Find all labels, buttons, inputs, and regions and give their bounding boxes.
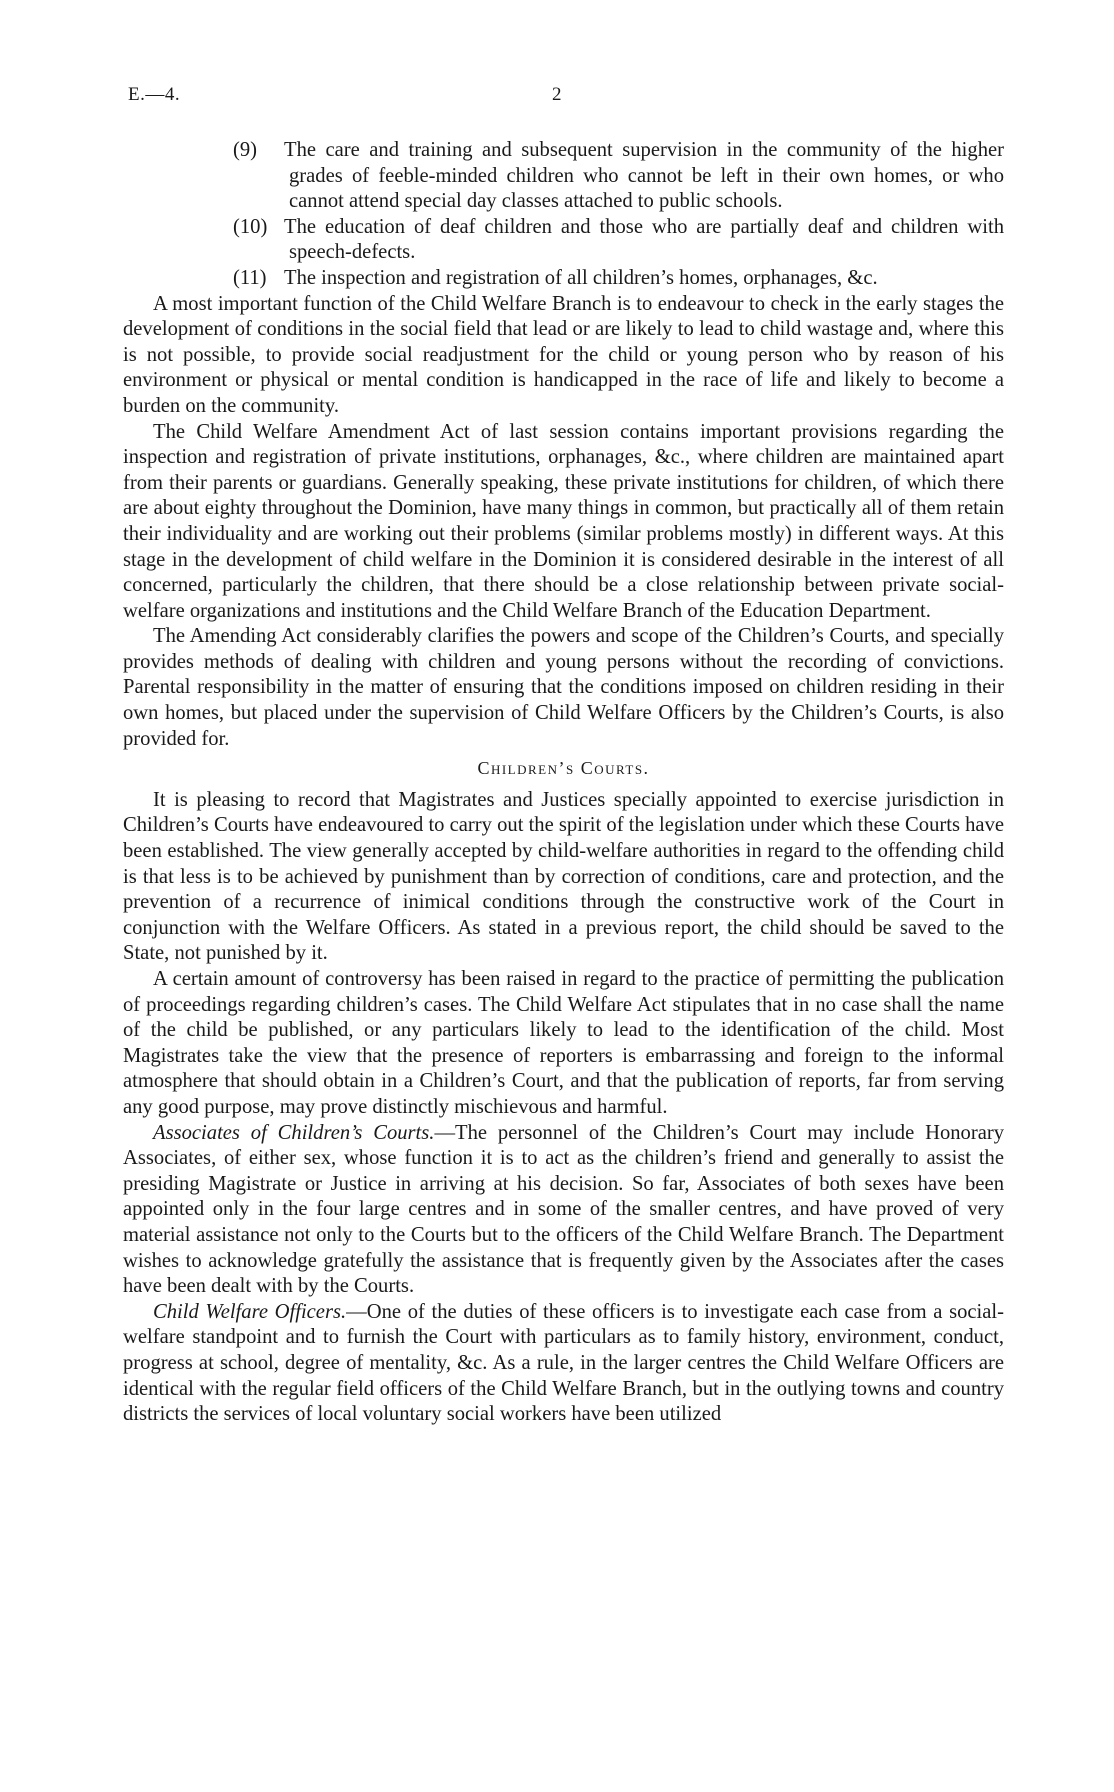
list-text: The education of deaf children and those who are partially deaf and children with speech-defects. — [284, 215, 1004, 264]
paragraph-magistrates: It is pleasing to record that Magistrates and Justices specially appointed to exercise jurisdiction in Children’s Courts have endeavoured to carry out the spirit of the legislation under which these Courts have been established. The view generally accepted by child-welfare authorities in regard to the offending child is that less is to be achieved by punishment than by correction of conditions, care and protection, and the prevention of a recurrence of inimical conditions through the constructive work of the Court in conjunction with the Welfare Officers. As stated in a previous report, the child should be saved to the State, not punished by it. — [123, 788, 1004, 965]
associates-run-in-heading: Associates of Children’s Courts. — [153, 1121, 435, 1144]
page-header — [128, 84, 998, 114]
list-text: The inspection and registration of all children’s homes, orphanages, &c. — [284, 266, 878, 289]
document-reference: E.—4. — [128, 84, 181, 105]
document-body — [123, 138, 1004, 1428]
paragraph-officers — [123, 1300, 1004, 1428]
list-item-10 — [123, 215, 1004, 266]
list-number: (9) — [233, 139, 258, 161]
section-heading: Children’s Courts. — [477, 758, 650, 779]
paragraph-publication-controversy: A certain amount of controversy has been raised in regard to the practice of permitting the publication of proceedings regarding children’s cases. The Child Welfare Act stipulates that in no case shall the name of the child be published, or any particulars likely to lead to the identification of the child. Most Magistrates take the view that the presence of reporters is embarrassing and foreign to the informal atmosphere that should obtain in a Children’s Court, and that the publication of reports, far from serving any good purpose, may prove distinctly mischievous and harmful. — [123, 968, 1004, 1118]
paragraph-associates — [123, 1121, 1004, 1300]
associates-text: —The personnel of the Children’s Court may include Honorary Associates, of either sex, whose function it is to act as the children’s friend and generally to assist the presiding Magistrate or Justice in arriving at his decision. So far, Associates of both sexes have been appointed only in the four large centres and in some of the smaller centres, and have proved of very material assistance not only to the Courts but to the officers of the Child Welfare Branch. The Department wishes to acknowledge gratefully the assistance that is frequently given by the Associates after the cases have been dealt with by the Courts. — [123, 1121, 1005, 1298]
paragraph-child-welfare-function: A most important function of the Child Welfare Branch is to endeavour to check in the early stages the development of conditions in the social field that lead or are likely to lead to child wastage and, where this is not possible, to provide social readjustment for the child or young person who by reason of his environment or physical or mental condition is handicapped in the race of life and likely to become a burden on the community. — [123, 292, 1004, 417]
paragraph-amendment-act: The Child Welfare Amendment Act of last session contains important provisions regarding the inspection and registration of private institutions, orphanages, &c., where children are maintained apart from their parents or guardians. Generally speaking, these private institutions for children, of which there are about eighty throughout the Dominion, have many things in common, but practically all of them retain their individuality and are working out their problems (similar problems mostly) in different ways. At this stage in the development of child welfare in the Dominion it is considered desirable in the interest of all concerned, particularly the children, that there should be a close relationship between private social-welfare organizations and institutions and the Child Welfare Branch of the Education Department. — [123, 420, 1004, 622]
list-item-9 — [123, 138, 1004, 215]
officers-text: —One of the duties of these officers is to investigate each case from a social-welfare standpoint and to furnish the Court with particulars as to family history, environment, conduct, progress at school, degree of mentality, &c. As a rule, in the larger centres the Child Welfare Officers are identical with the regular field officers of the Child Welfare Branch, but in the outlying towns and country districts the services of local voluntary social workers have been utilized — [123, 1300, 1004, 1426]
page-number: 2 — [552, 84, 562, 105]
list-item-11 — [123, 266, 1004, 292]
officers-run-in-heading: Child Welfare Officers. — [153, 1300, 347, 1323]
list-number: (11) — [233, 266, 267, 289]
paragraph-amending-act-courts: The Amending Act considerably clarifies the powers and scope of the Children’s Courts, and specially provides methods of dealing with children and young persons without the recording of convictions. Parental responsibility in the matter of ensuring that the conditions imposed on children residing in their own homes, but placed under the supervision of Child Welfare Officers by the Children’s Courts, is also provided for. — [123, 625, 1004, 750]
list-text: The care and training and subsequent supervision in the community of the higher grades of feeble-minded children who cannot be left in their own homes, or who cannot attend special day classes attached to public schools. — [284, 139, 1004, 213]
list-number: (10) — [233, 215, 268, 238]
